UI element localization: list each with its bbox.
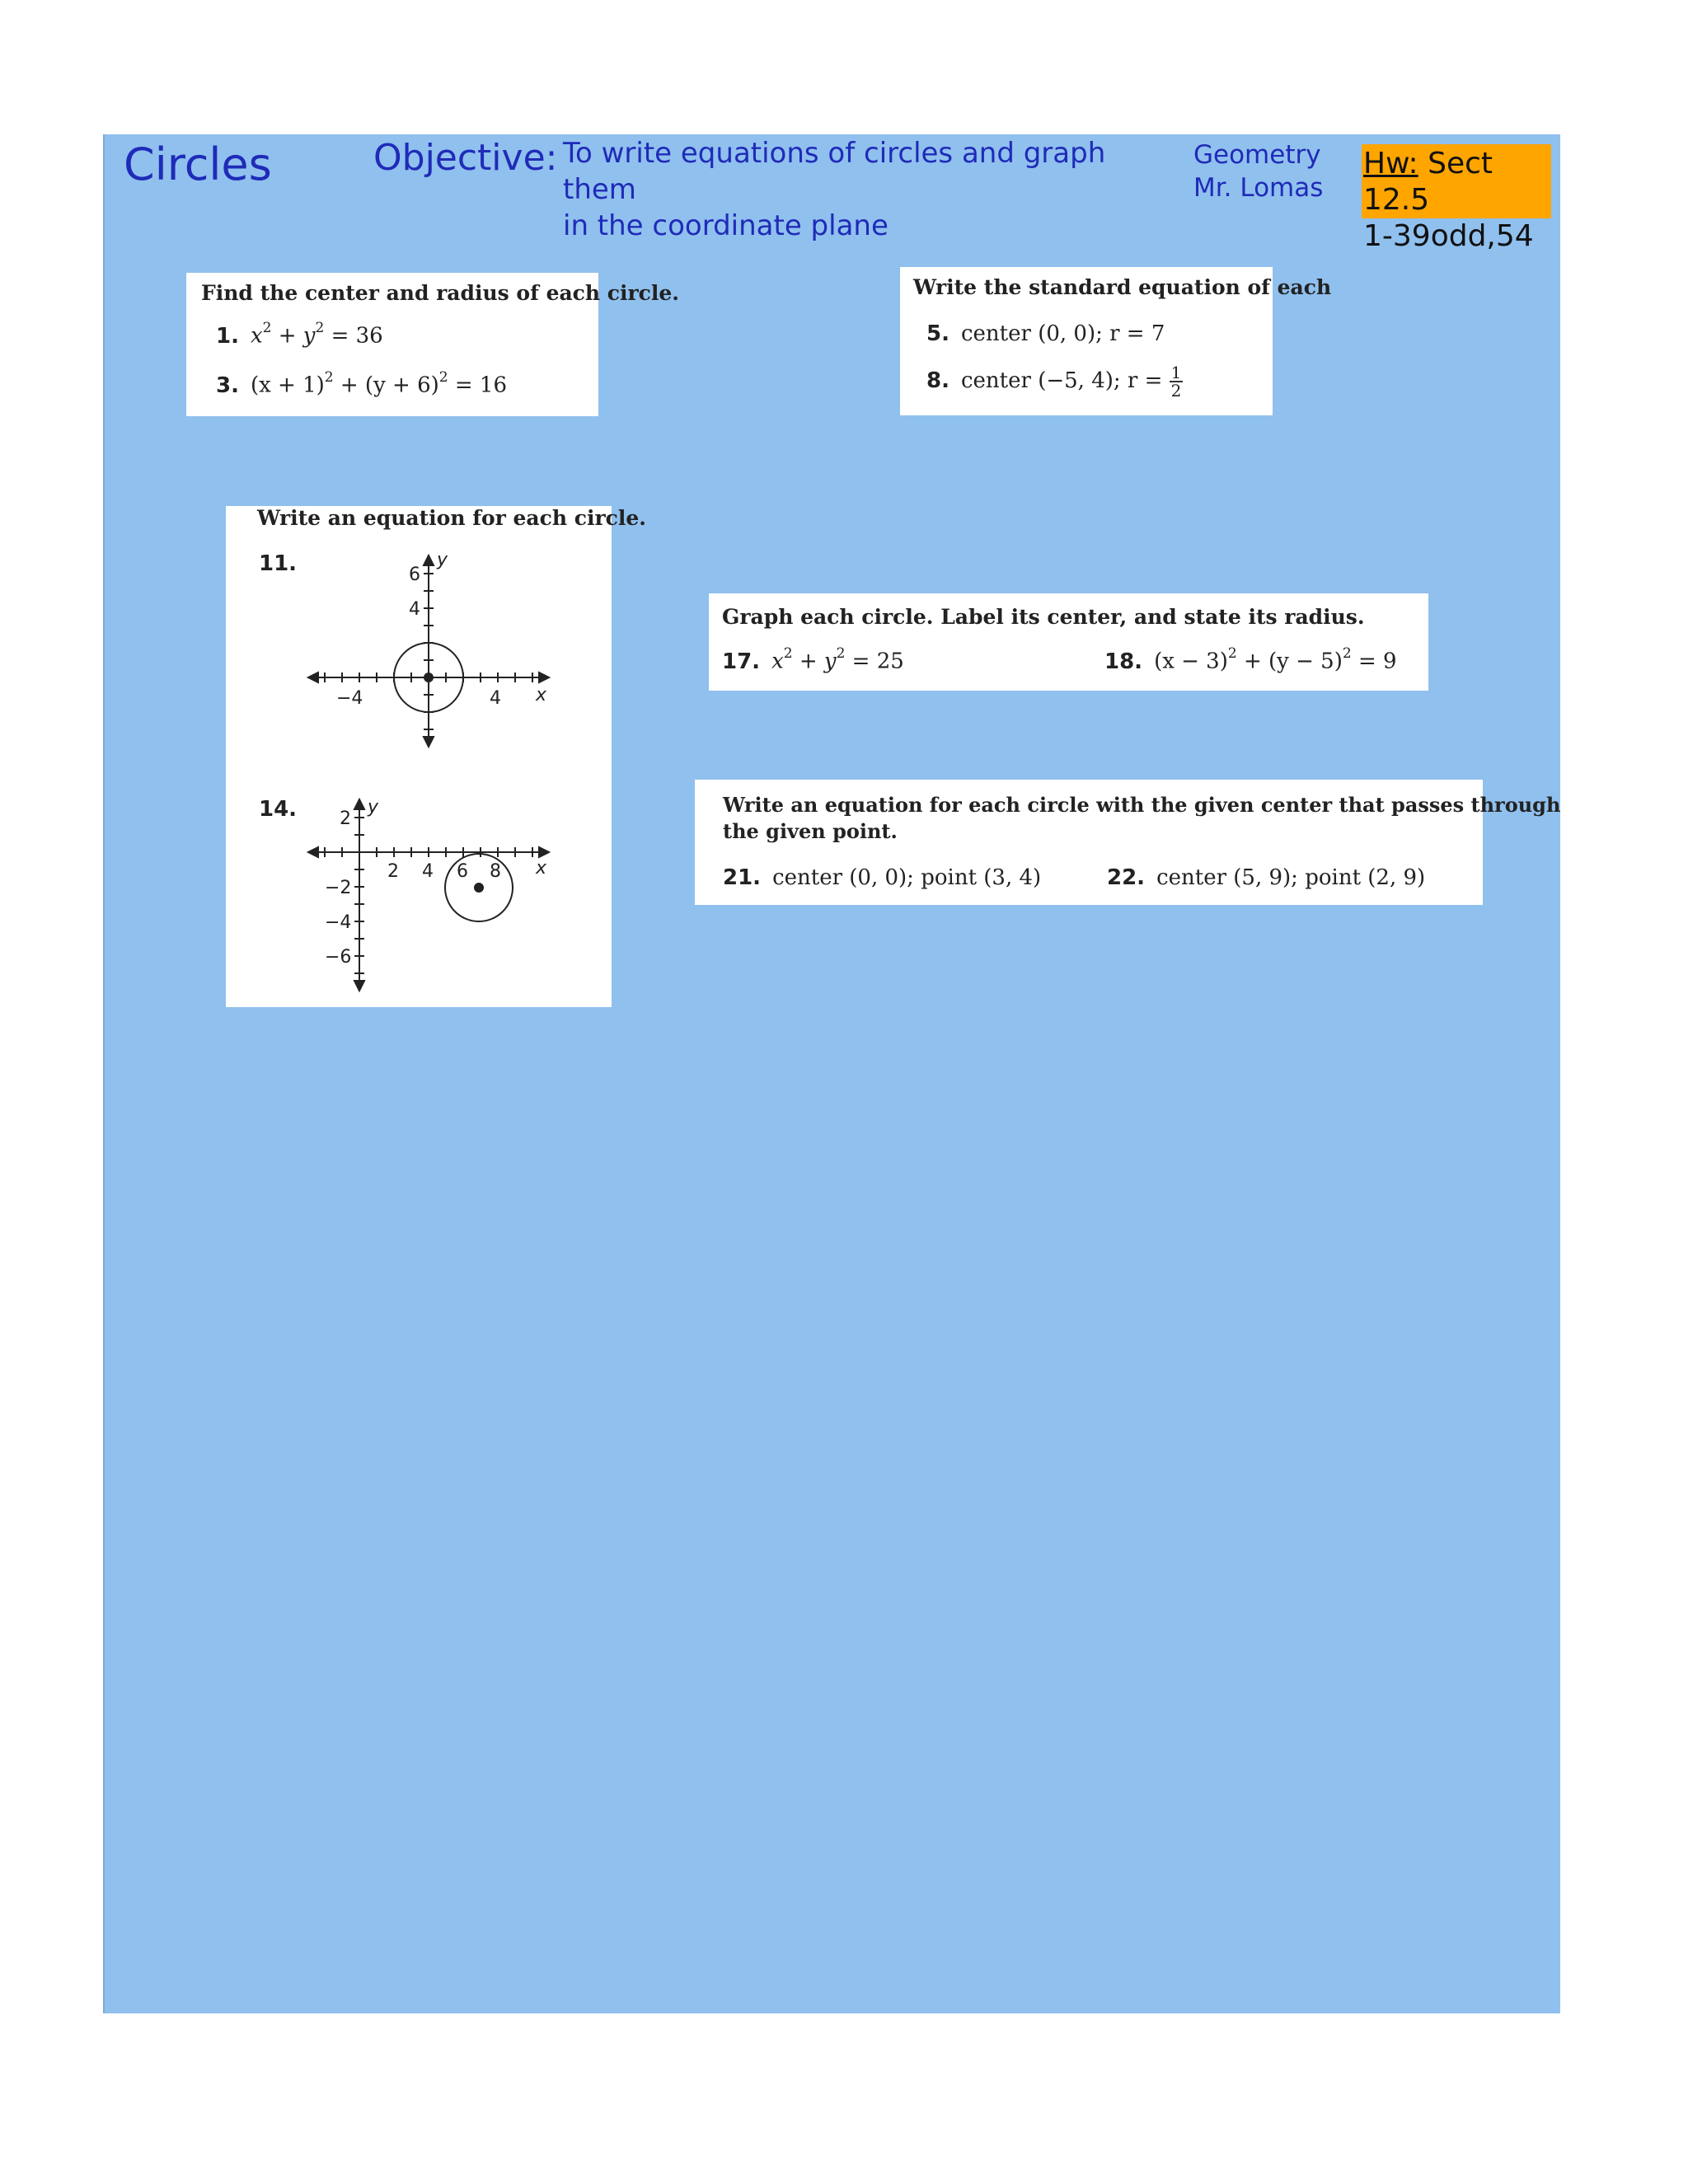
term: = 36 [324, 323, 383, 349]
problem-17 [722, 645, 904, 674]
problem-5 [926, 321, 1165, 346]
x-axis-label: x [536, 858, 547, 879]
tick-label: 6 [409, 565, 420, 585]
term: + y [792, 649, 837, 674]
fraction [1170, 364, 1184, 399]
exponent: 2 [836, 645, 846, 662]
card-title: Write the standard equation of each [913, 275, 1332, 299]
y-axis-label: y [368, 797, 379, 818]
exponent: 2 [1342, 645, 1352, 662]
card-standard-equation [900, 267, 1332, 415]
x-arrow-left [308, 847, 318, 857]
term: = 25 [845, 649, 904, 674]
homework-section [1363, 146, 1551, 218]
problem-22 [1107, 865, 1425, 890]
tick-label: 4 [409, 599, 420, 620]
tick-label: 2 [340, 808, 351, 829]
tick-label: 4 [490, 688, 501, 709]
tick-label: 2 [387, 861, 399, 882]
problem-18 [1104, 645, 1397, 674]
card-title: Find the center and radius of each circle. [201, 281, 679, 305]
problem-number: 5. [926, 321, 950, 346]
problem-text: center (0, 0); r = 7 [960, 321, 1165, 346]
problem-number: 3. [216, 373, 239, 398]
homework-section-text: Sect 12.5 [1363, 147, 1493, 217]
y-axis-label: y [437, 550, 448, 570]
problem-number: 1. [216, 323, 239, 349]
term: x [771, 649, 784, 674]
term: (x + 1) [250, 373, 325, 398]
problem-11-number: 11. [259, 551, 298, 576]
exponent: 2 [1227, 645, 1237, 662]
problem-3 [216, 369, 507, 398]
exponent: 2 [324, 369, 334, 386]
problem-text: center (−5, 4); r = [960, 368, 1170, 393]
term: = 9 [1351, 649, 1397, 674]
card-graph-each-circle [709, 593, 1428, 691]
problem-number: 17. [722, 649, 761, 674]
homework-prefix: Hw: [1363, 147, 1418, 180]
problem-number: 18. [1104, 649, 1143, 674]
tick-marks [325, 818, 532, 973]
term: + (y + 6) [333, 373, 439, 398]
problem-21 [723, 865, 1041, 890]
course-info [1193, 138, 1323, 204]
problem-number: 22. [1107, 865, 1146, 890]
course-name: Geometry [1193, 140, 1321, 170]
card-title: Graph each circle. Label its center, and state its radius. [722, 605, 1365, 629]
x-arrow-right [539, 847, 549, 857]
homework-badge [1362, 144, 1551, 253]
card-title-line-1: Write an equation for each circle with the given center that passes through [723, 793, 1561, 817]
homework-problems: 1-39odd,54 [1363, 219, 1534, 253]
teacher-name: Mr. Lomas [1193, 173, 1324, 203]
tick-label: −4 [336, 688, 363, 709]
worksheet-background [103, 134, 1560, 2013]
y-arrow-down [354, 981, 364, 991]
tick-label: 6 [457, 861, 468, 882]
problem-14-number: 14. [259, 797, 298, 822]
problem-text: center (5, 9); point (2, 9) [1156, 865, 1426, 890]
center-point-11 [424, 673, 433, 682]
card-write-equation-graphs [226, 506, 646, 1007]
exponent: 2 [262, 320, 272, 336]
problem-1 [216, 322, 383, 349]
card-title-line-2: the given point. [723, 819, 898, 843]
objective-line-2: in the coordinate plane [563, 209, 889, 242]
graphs-svg [226, 506, 612, 1007]
problem-number: 21. [723, 865, 762, 890]
fraction-denominator: 2 [1170, 381, 1182, 401]
exponent: 2 [315, 320, 325, 336]
card-circle-through-point [695, 780, 1561, 905]
problem-number: 8. [926, 368, 950, 393]
problem-8 [926, 364, 1183, 399]
tick-label: 8 [490, 861, 501, 882]
exponent: 2 [783, 645, 793, 662]
x-arrow-right [539, 673, 549, 682]
objective-text [563, 135, 1173, 244]
center-point-14 [475, 883, 483, 892]
y-arrow-down [424, 737, 434, 747]
page-title: Circles [124, 138, 272, 190]
x-axis-label: x [536, 685, 547, 705]
tick-label: −6 [325, 947, 352, 968]
graph-11 [308, 555, 549, 747]
problem-text: center (0, 0); point (3, 4) [772, 865, 1042, 890]
tick-label: −4 [325, 912, 352, 933]
term: = 16 [448, 373, 507, 398]
y-arrow-up [424, 555, 434, 565]
objective-label: Objective: [373, 137, 558, 179]
objective-line-1: To write equations of circles and graph them [563, 137, 1106, 206]
tick-label: 4 [422, 861, 434, 882]
term: + (y − 5) [1236, 649, 1343, 674]
card-title: Write an equation for each circle. [257, 506, 646, 530]
tick-label: −2 [325, 878, 352, 898]
y-arrow-up [354, 799, 364, 809]
card-center-radius [186, 273, 679, 416]
exponent: 2 [438, 369, 448, 386]
fraction-numerator: 1 [1170, 363, 1182, 382]
term: + y [271, 323, 316, 349]
term: (x − 3) [1154, 649, 1228, 674]
x-arrow-left [308, 673, 318, 682]
term: x [250, 323, 263, 349]
